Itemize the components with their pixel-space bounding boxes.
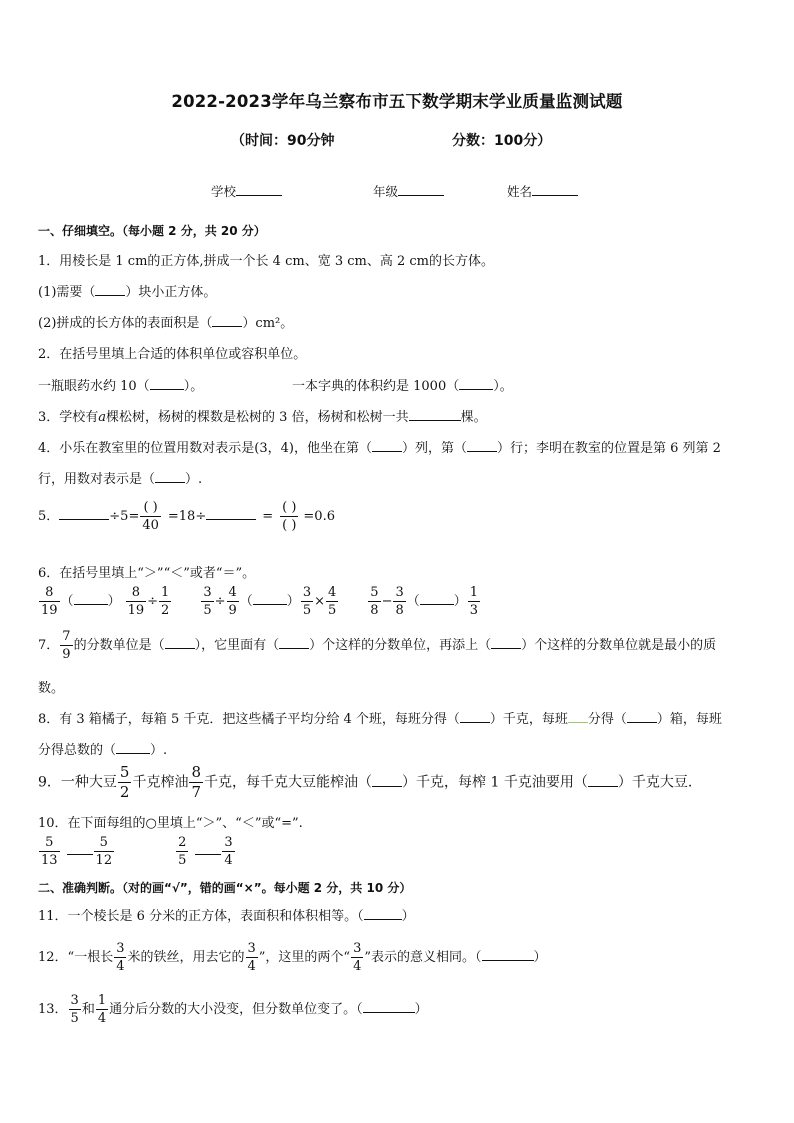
q13-text-b: ）	[414, 1002, 428, 1017]
q11-text: 11．一个棱长是 6 分米的正方体，表面积和体积相等。（	[38, 909, 364, 924]
q4-blank-pair[interactable]	[155, 470, 185, 483]
q10-b-num: 5	[94, 836, 115, 852]
q6-b2-den: 2	[161, 603, 170, 618]
q13-fraction-1	[69, 994, 81, 1025]
q7-text-a: 的分数单位是（	[73, 638, 165, 653]
q7-f-den: 9	[62, 647, 71, 662]
q4-text-a: 4．小乐在教室里的位置用数对表示是(3，4)，他坐在第（	[38, 441, 372, 456]
question-6-row	[38, 586, 481, 617]
q6-frac-a	[39, 586, 60, 617]
q12-f1-den: 4	[116, 959, 125, 974]
q10-a-den: 13	[41, 853, 58, 868]
grade-label: 年级	[373, 184, 399, 199]
q13-fraction-2	[96, 994, 108, 1025]
q2a-blank[interactable]	[150, 377, 184, 390]
q13-blank[interactable]	[363, 1000, 415, 1013]
q12-text-c: ”，这里的两个“	[258, 950, 351, 965]
q1a-text: (1)需要（	[38, 285, 96, 300]
q10-a-num: 5	[39, 836, 60, 852]
name-label: 姓名	[507, 184, 533, 199]
exam-time: （时间：90分钟	[231, 133, 335, 149]
question-7-line1	[38, 630, 716, 661]
q6-d1-num: 3	[302, 585, 312, 600]
question-1a	[38, 281, 216, 300]
q4-blank-row[interactable]	[467, 439, 497, 452]
question-8-line1	[38, 708, 722, 727]
q6-f-num: 1	[469, 585, 479, 600]
question-3	[38, 406, 487, 425]
q6-frac-b2	[159, 586, 171, 617]
q3-blank[interactable]	[409, 408, 461, 421]
q7-blank-3[interactable]	[491, 636, 521, 649]
q11-blank[interactable]	[364, 907, 402, 920]
question-7-line2: 数。	[38, 681, 65, 696]
q9-text-e: ）千克大豆.	[617, 774, 693, 791]
q6-blank-3[interactable]	[420, 592, 454, 605]
q9-f2-num: 8	[191, 763, 202, 781]
q6-frac-e2	[393, 586, 405, 617]
q9-text-a: 9．一种大豆	[38, 774, 117, 791]
q12-fraction-3	[351, 942, 363, 973]
q6-frac-b1	[126, 586, 147, 617]
q6-frac-e1	[368, 586, 380, 617]
q8-blank-3[interactable]	[116, 741, 150, 754]
q6-c2-den: 9	[228, 603, 237, 618]
question-10: 10．在下面每组的○里填上“＞”、“＜”或“=”.	[38, 816, 303, 831]
question-2a	[38, 375, 203, 394]
question-5	[38, 501, 335, 532]
q9-fraction-2	[189, 765, 203, 800]
q4-text-b: ）列，第（	[401, 441, 467, 456]
q6-lp-3: （	[406, 594, 420, 609]
q11-text-end: ）	[401, 909, 415, 924]
q5-mid: =18÷	[167, 509, 207, 524]
q2a-text-end: ）。	[183, 379, 204, 394]
q6-d2-den: 5	[328, 603, 337, 618]
q2b-text-end: ）。	[493, 379, 513, 394]
q10-frac-a	[39, 836, 60, 867]
q1a-text-end: ）块小正方体。	[125, 285, 217, 300]
q5-end: =0.6	[303, 509, 335, 524]
question-1b	[38, 312, 293, 331]
q7-blank-2[interactable]	[279, 636, 309, 649]
q6-times: ×	[314, 594, 325, 609]
q4-blank-column[interactable]	[372, 439, 402, 452]
q5-number: 5．	[38, 509, 60, 524]
school-blank[interactable]	[236, 183, 282, 196]
question-10-row	[38, 836, 236, 867]
question-12	[38, 942, 547, 973]
q3-variable: a	[98, 410, 107, 425]
q6-blank-1[interactable]	[74, 592, 108, 605]
q6-b2-num: 1	[161, 585, 170, 600]
q6-a-num: 8	[39, 586, 60, 602]
q6-d2-num: 4	[328, 585, 337, 600]
q6-c1-num: 3	[203, 585, 212, 600]
school-field	[211, 182, 282, 200]
q10-frac-b	[94, 836, 115, 867]
q9-text-b: 千克榨油	[132, 774, 189, 791]
q6-div-2: ÷	[214, 594, 226, 609]
q13-f1-num: 3	[70, 993, 79, 1008]
q9-f2-den: 7	[191, 783, 202, 801]
q6-f-den: 3	[469, 603, 479, 618]
q6-d1-den: 5	[302, 603, 312, 618]
q5-f1-den: 40	[142, 518, 159, 533]
q12-f1-num: 3	[116, 941, 125, 956]
q2b-blank[interactable]	[459, 377, 493, 390]
page-title: 2022-2023学年乌兰察布市五下数学期末学业质量监测试题	[171, 92, 623, 111]
q13-f2-den: 4	[97, 1011, 107, 1026]
q8-text-e: 分得总数的（	[38, 743, 117, 758]
q5-blank-2[interactable]	[206, 507, 256, 520]
q9-blank-2[interactable]	[588, 774, 618, 787]
q8-green-mark	[568, 710, 588, 723]
q8-blank-2[interactable]	[627, 710, 657, 723]
q12-f3-den: 4	[353, 959, 362, 974]
q6-c2-num: 4	[228, 585, 237, 600]
q6-lp-1: （	[60, 594, 74, 609]
q8-text-c: 分得（	[587, 712, 627, 727]
q4-text-d: 行，用数对表示是（	[38, 472, 156, 487]
q9-text-d: ）千克，每榨 1 千克油要用（	[402, 774, 588, 791]
q1b-text: (2)拼成的长方体的表面积是（	[38, 316, 213, 331]
q9-text-c: 千克，每千克大豆能榨油（	[204, 774, 373, 791]
q10-frac-c	[176, 836, 188, 867]
q13-and: 和	[81, 1002, 95, 1017]
q6-e2-den: 8	[395, 603, 404, 618]
q7-fraction	[60, 630, 72, 661]
q5-f2-num[interactable]: ( )	[282, 500, 297, 515]
q3-text: 3．学校有	[38, 410, 99, 425]
section-1-heading: 一、仔细填空。（每小题 2 分，共 20 分）	[38, 224, 266, 238]
q5-blank-1[interactable]	[59, 507, 109, 520]
q12-fraction-1	[114, 942, 126, 973]
question-4-line1	[38, 437, 721, 456]
q10-blank-1[interactable]	[67, 842, 93, 855]
q7-f-num: 7	[62, 629, 71, 644]
q2a-text: 一瓶眼药水约 10（	[38, 379, 150, 394]
q10-blank-2[interactable]	[195, 842, 221, 855]
q9-f1-den: 2	[119, 783, 130, 801]
q7-number: 7．	[38, 638, 60, 653]
q6-frac-d2	[326, 586, 338, 617]
q6-frac-f	[468, 586, 480, 617]
question-6: 6．在括号里填上“＞”“＜”或者“＝”。	[38, 566, 256, 581]
q5-f2-den[interactable]: ( )	[282, 518, 297, 533]
q8-text-f: ）.	[150, 743, 168, 758]
q10-c-num: 2	[178, 835, 187, 850]
question-2: 2．在括号里填上合适的体积单位或容积单位。	[38, 347, 307, 362]
q12-text-d: ”表示的意义相同。（	[364, 950, 482, 965]
q6-e2-num: 3	[395, 585, 404, 600]
q5-fraction-2	[280, 501, 298, 532]
question-8-line2	[38, 739, 167, 758]
q13-f1-den: 5	[70, 1011, 79, 1026]
grade-field	[373, 182, 444, 200]
q7-text-b: ），它里面有（	[194, 638, 280, 653]
q6-a-den: 19	[41, 603, 58, 618]
q6-b1-num: 8	[126, 586, 147, 602]
exam-score: 分数：100分）	[452, 133, 552, 149]
q6-minus: −	[381, 594, 393, 609]
q9-blank-1[interactable]	[372, 774, 402, 787]
section-2-heading: 二、准确判断。（对的画“√”，错的画“×”。每小题 2 分，共 10 分）	[38, 881, 412, 895]
q6-e1-num: 5	[370, 585, 379, 600]
q12-f2-den: 4	[247, 959, 256, 974]
q4-text-c: ）行；李明在教室的位置是第 6 列第 2	[496, 441, 721, 456]
q2b-text: 一本字典的体积约是 1000（	[292, 379, 460, 394]
q13-f2-num: 1	[97, 993, 107, 1008]
q12-f3-num: 3	[353, 941, 362, 956]
q6-lp-2: （	[239, 594, 253, 609]
q9-f1-num: 5	[119, 763, 130, 781]
q3-text-mid: 棵松树，杨树的棵数是松树的 3 倍，杨树和松树一共	[106, 410, 409, 425]
q10-d-den: 4	[224, 853, 233, 868]
q10-b-den: 12	[95, 853, 113, 868]
question-4-line2	[38, 468, 202, 487]
q7-text-c: ）个这样的分数单位，再添上（	[309, 638, 492, 653]
q12-text-a: 12．“一根长	[38, 950, 114, 965]
q12-text-e: ）	[533, 950, 547, 965]
q1a-blank[interactable]	[95, 283, 125, 296]
q13-number: 13．	[38, 1002, 68, 1017]
q12-text-b: 米的铁丝，用去它的	[127, 950, 245, 965]
question-2b	[292, 375, 513, 394]
q1b-blank[interactable]	[212, 314, 242, 327]
q13-text-a: 通分后分数的大小没变，但分数单位变了。（	[109, 1002, 363, 1017]
q3-text-end: 棵。	[460, 410, 487, 425]
question-13	[38, 994, 428, 1025]
q6-div: ÷	[147, 594, 159, 609]
q5-f1-num[interactable]: ( )	[140, 501, 161, 517]
q8-blank-1[interactable]	[460, 710, 490, 723]
q10-frac-d	[222, 836, 234, 867]
q7-blank-1[interactable]	[165, 636, 195, 649]
q6-rp-2: ）	[286, 594, 300, 609]
q9-fraction-1	[118, 765, 132, 800]
name-blank[interactable]	[532, 183, 578, 196]
q6-rp-1: ）	[107, 594, 121, 609]
q12-fraction-2	[246, 942, 258, 973]
question-1: 1．用棱长是 1 cm的正方体,拼成一个长 4 cm、宽 3 cm、高 2 cm的长方体。	[38, 254, 494, 269]
q10-d-num: 3	[224, 835, 233, 850]
q6-frac-c2	[227, 586, 239, 617]
q5-eq: =	[262, 509, 274, 524]
q7-text-d: ）个这样的分数单位就是最小的质	[521, 638, 717, 653]
q12-blank[interactable]	[482, 948, 534, 961]
q6-rp-3: ）	[453, 594, 467, 609]
q6-frac-d1	[301, 586, 313, 617]
q8-text-d: ）箱，每班	[656, 712, 722, 727]
name-field	[507, 182, 578, 200]
q5-div5: ÷5=	[109, 509, 140, 524]
q4-text-e: ）.	[185, 472, 203, 487]
question-9	[38, 765, 692, 800]
grade-blank[interactable]	[398, 183, 444, 196]
q5-fraction-1	[140, 501, 161, 532]
school-label: 学校	[211, 184, 237, 199]
q6-b1-den: 19	[127, 603, 145, 618]
q6-frac-c1	[201, 586, 213, 617]
q6-e1-den: 8	[370, 603, 379, 618]
q6-blank-2[interactable]	[253, 592, 287, 605]
question-11	[38, 905, 415, 924]
q8-text-a: 8．有 3 箱橘子，每箱 5 千克．把这些橘子平均分给 4 个班，每班分得（	[38, 712, 460, 727]
q1b-text-end: ）cm²。	[242, 316, 294, 331]
q6-c1-den: 5	[203, 603, 212, 618]
q8-text-b: ）千克，每班	[489, 712, 568, 727]
q10-c-den: 5	[178, 853, 187, 868]
q12-f2-num: 3	[247, 941, 256, 956]
